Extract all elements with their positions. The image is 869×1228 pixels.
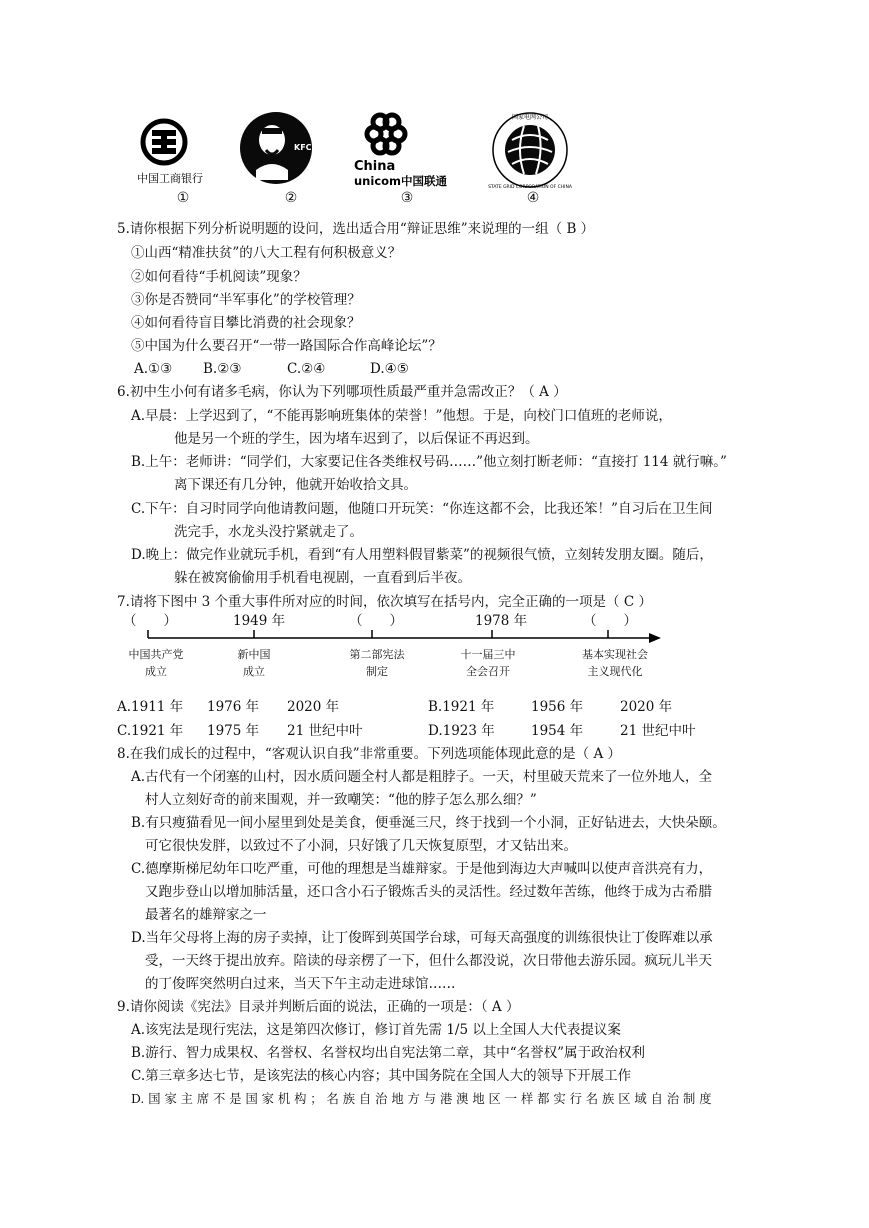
q6-line: B.上午：老师讲：“同学们，大家要记住各类维权号码……”他立刻打断老师：“直接打 114 就行嘛。” — [131, 454, 727, 470]
q8-line: 又跑步登山以增加肺活量，还口含小石子锻炼舌头的灵活性。经过数年苦练，他终于成为古希腊 — [145, 884, 712, 900]
q5-item: ①山西“精准扶贫”的八大工程有何积极意义？ — [131, 245, 402, 261]
q8-line: A.古代有一个闭塞的山村，因水质问题全村人都是粗脖子。一天，村里破天荒来了一位外地人，全 — [131, 769, 713, 785]
q7-option: 2020 年 — [620, 699, 673, 715]
timeline-top-label: （ ） — [123, 613, 177, 629]
q7-option: 1976 年 — [207, 699, 260, 715]
q9-line: D. 国 家 主 席 不 是 国 家 机 构 ； 名 族 自 治 地 方 与 港 澳 地 区 一 样 都 实 行 名 族 区 域 自 治 制 度 — [131, 1092, 712, 1106]
q7-stem: 7.请将下图中 3 个重大事件所对应的时间，依次填写在括号内，完全正确的一项是（ C ） — [117, 594, 652, 610]
q6-line: D.晚上：做完作业就玩手机，看到“有人用塑料假冒紫菜”的视频很气愤，立刻转发朋友圈。随后， — [131, 547, 713, 563]
q7-option: 1956 年 — [531, 699, 584, 715]
logo-row — [128, 110, 588, 218]
timeline-event: 基本实现社会 主义现代化 — [582, 648, 648, 678]
q5-item: ④如何看待盲目攀比消费的社会现象？ — [131, 315, 361, 331]
timeline-event: 中国共产党 成立 — [128, 648, 184, 678]
q5-item: ②如何看待“手机阅读”现象？ — [131, 269, 307, 285]
q6-line: A.早晨：上学迟到了，“不能再影响班集体的荣誉！”他想。于是，向校门口值班的老师说， — [131, 408, 672, 424]
timeline-top-label: （ ） — [583, 613, 637, 629]
q7-option: 1954 年 — [531, 723, 584, 739]
q6-line: 离下课还有几分钟，他就开始收拾文具。 — [174, 477, 417, 493]
svg-text:unicom中国联通: unicom中国联通 — [354, 174, 448, 188]
q7-timeline — [117, 605, 677, 690]
q7-option: B.1921 年 — [428, 699, 495, 715]
q9-stem: 9.请你阅读《宪法》目录并判断后面的说法，正确的一项是：（ A ） — [117, 999, 520, 1015]
unicom-knot-icon — [352, 110, 472, 190]
q5-option-a: A.①③ — [134, 361, 173, 377]
q8-line: 可它很快发胖，以致过不了小洞，只好饿了几天恢复原型，才又钻出来。 — [145, 838, 577, 854]
q5-stem: 5.请你根据下列分析说明题的设问，选出适合用“辩证思维”来说理的一组（ B ） — [117, 221, 595, 237]
q8-line: 村人立刻好奇的前来围观，并一致嘲笑：“他的脖子怎么那么细？” — [145, 792, 537, 808]
q6-line: 洗完手，水龙头没拧紧就走了。 — [174, 524, 363, 540]
q7-option: 2020 年 — [287, 699, 340, 715]
logo-number: ① — [176, 190, 190, 206]
timeline-top-label: 1949 年 — [233, 613, 286, 629]
logo-number: ④ — [526, 190, 540, 206]
q7-option: 21 世纪中叶 — [287, 723, 363, 739]
q9-line: C.第三章多达七节，是该宪法的核心内容；其中国务院在全国人大的领导下开展工作 — [131, 1068, 632, 1084]
q5-item: ⑤中国为什么要召开“一带一路国际合作高峰论坛”？ — [131, 338, 442, 354]
svg-text:STATE GRID CORPORATION OF CHIN: STATE GRID CORPORATION OF CHINA — [488, 185, 572, 190]
icbc-logo — [128, 110, 238, 206]
q8-stem: 8.在我们成长的过程中，“客观认识自我”非常重要。下列选项能体现此意的是（ A ） — [117, 746, 622, 762]
q5-option-c: C.②④ — [287, 361, 326, 377]
logo-number: ② — [284, 190, 298, 206]
q7-option: 21 世纪中叶 — [620, 723, 696, 739]
state-grid-globe-icon — [478, 110, 588, 190]
timeline-event: 十一届三中 全会召开 — [460, 648, 516, 678]
kfc-logo — [236, 110, 346, 206]
q7-option: A.1911 年 — [117, 699, 184, 715]
q5-item: ③你是否赞同“半军事化”的学校管理？ — [131, 292, 361, 308]
q9-line: A.该宪法是现行宪法，这是第四次修订，修订首先需 1/5 以上全国人大代表提议案 — [131, 1022, 621, 1038]
q7-option: D.1923 年 — [428, 723, 495, 739]
q8-line: C.德摩斯梯尼幼年口吃严重，可他的理想是当雄辩家。于是他到海边大声喊叫以使声音洪亮有力， — [131, 861, 713, 877]
q6-line: 躲在被窝偷偷用手机看电视剧，一直看到后半夜。 — [174, 570, 471, 586]
q5-option-b: B.②③ — [203, 361, 242, 377]
q8-line: 最著名的雄辩家之一 — [145, 907, 267, 923]
q5-option-d: D.④⑤ — [370, 361, 409, 377]
q8-line: 受，一天终于提出放弃。陪读的母亲楞了一下，但什么都没说，次日带他去游乐园。疯玩儿半天 — [145, 953, 712, 969]
china-unicom-logo — [352, 110, 462, 206]
q6-line: C.下午：自习时同学向他请教问题，他随口开玩笑：“你连这都不会，比我还笨！”自习后在卫生间 — [131, 501, 713, 517]
q8-line: B.有只瘦猫看见一间小屋里到处是美食，便垂涎三尺，终于找到一个小洞，正好钻进去，大快朵颐。 — [131, 815, 726, 831]
q8-line: 的丁俊晖突然明白过来，当天下午主动走进球馆…… — [145, 976, 456, 992]
timeline-top-label: （ ） — [349, 613, 403, 629]
kfc-colonel-icon — [236, 110, 346, 190]
svg-text:中国工商银行: 中国工商银行 — [137, 172, 203, 185]
svg-text:国家电网公司: 国家电网公司 — [511, 114, 549, 121]
timeline-event: 新中国 成立 — [237, 648, 271, 678]
q7-option: 1975 年 — [207, 723, 260, 739]
q6-stem: 6.初中生小何有诸多毛病，你认为下列哪项性质最严重并急需改正？（ A ） — [117, 384, 567, 400]
logo-number: ③ — [400, 190, 414, 206]
timeline-event: 第二部宪法 制定 — [349, 648, 405, 678]
svg-text:KFC: KFC — [294, 143, 312, 152]
timeline-top-label: 1978 年 — [475, 613, 528, 629]
svg-text:China: China — [354, 159, 396, 174]
state-grid-logo — [478, 110, 588, 206]
icbc-emblem-icon — [128, 110, 238, 190]
q9-line: B.游行、智力成果权、名誉权、名誉权均出自宪法第二章，其中“名誉权”属于政治权利 — [131, 1045, 646, 1061]
q6-line: 他是另一个班的学生，因为堵车迟到了，以后保证不再迟到。 — [174, 431, 539, 447]
q8-line: D.当年父母将上海的房子卖掉，让丁俊晖到英国学台球，可每天高强度的训练很快让丁俊晖难以承 — [131, 930, 713, 946]
q7-option: C.1921 年 — [117, 723, 184, 739]
